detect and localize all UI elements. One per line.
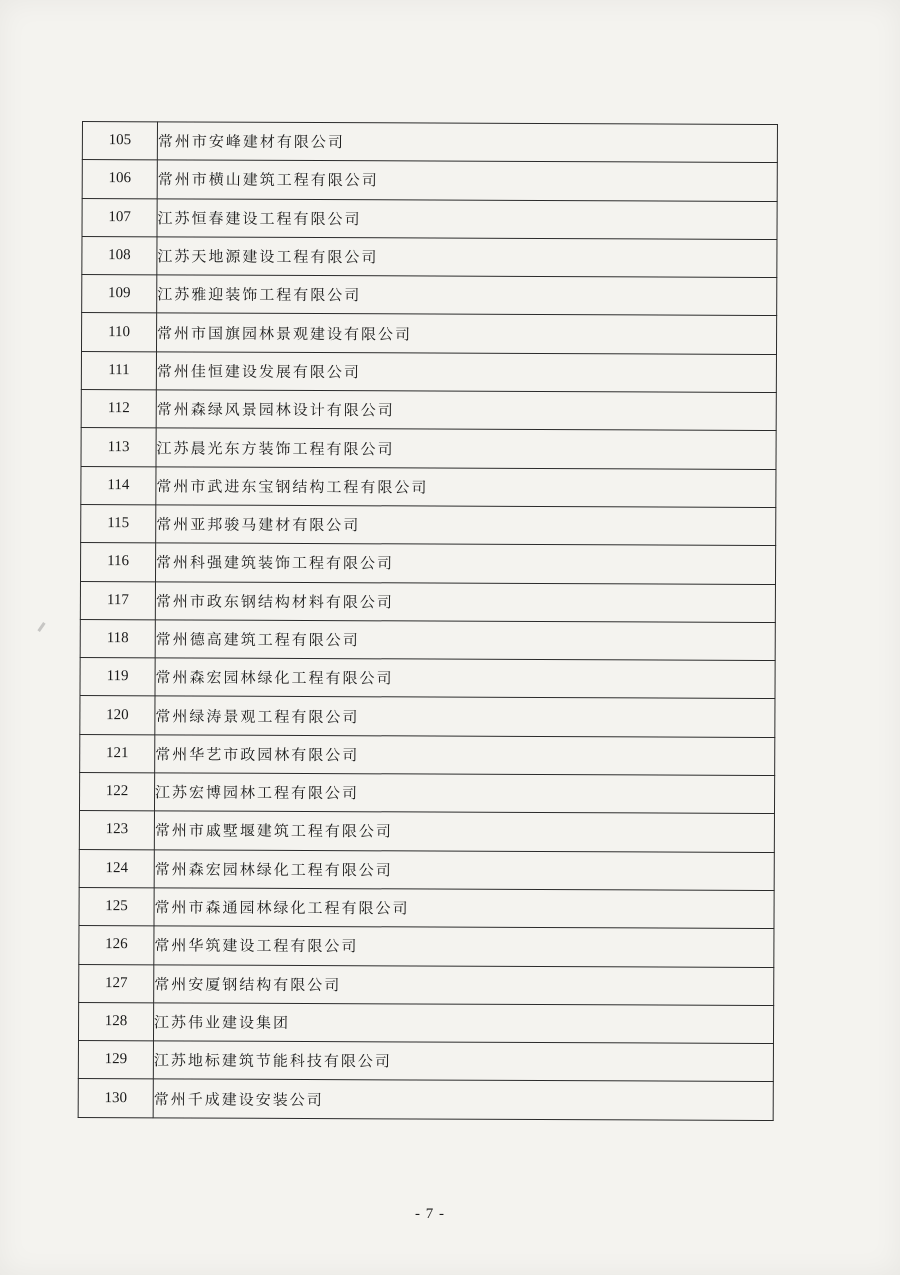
company-name: 常州亚邦骏马建材有限公司: [156, 505, 776, 546]
row-number: 110: [81, 313, 156, 352]
row-number: 126: [79, 926, 154, 965]
company-name: 常州华筑建设工程有限公司: [154, 926, 774, 967]
table-row: [80, 734, 775, 775]
row-number: 118: [80, 619, 155, 658]
table-row: [78, 1041, 773, 1082]
table-body: [78, 122, 777, 1121]
company-name: 常州千成建设安装公司: [153, 1079, 773, 1120]
table-row: [82, 275, 777, 316]
row-number: 116: [80, 543, 155, 582]
table-row: [78, 1079, 773, 1120]
row-number: 109: [82, 275, 157, 314]
table-row: [80, 581, 775, 622]
table-row: [78, 1002, 773, 1043]
row-number: 115: [81, 504, 156, 543]
company-name: 常州森宏园林绿化工程有限公司: [155, 658, 775, 699]
table-row: [81, 351, 776, 392]
company-name: 常州安厦钢结构有限公司: [154, 964, 774, 1005]
company-list-table: [78, 121, 778, 1121]
row-number: 114: [81, 466, 156, 505]
company-name: 常州市国旗园林景观建设有限公司: [156, 313, 776, 354]
table-row: [81, 428, 776, 469]
row-number: 127: [79, 964, 154, 1003]
table-row: [81, 466, 776, 507]
table-row: [79, 773, 774, 814]
row-number: 106: [82, 160, 157, 199]
company-name: 江苏天地源建设工程有限公司: [157, 237, 777, 278]
row-number: 124: [79, 849, 154, 888]
table-row: [82, 236, 777, 277]
company-name: 江苏宏博园林工程有限公司: [154, 773, 774, 814]
table-row: [81, 313, 776, 354]
row-number: 123: [79, 811, 154, 850]
table-row: [82, 198, 777, 239]
company-name: 江苏恒春建设工程有限公司: [157, 198, 777, 239]
company-name: 江苏伟业建设集团: [153, 1003, 773, 1044]
row-number: 119: [80, 658, 155, 697]
row-number: 117: [80, 581, 155, 620]
table-row: [80, 543, 775, 584]
table-row: [79, 964, 774, 1005]
company-name: 常州市政东钢结构材料有限公司: [155, 581, 775, 622]
company-name: 常州森绿风景园林设计有限公司: [156, 390, 776, 431]
table-row: [81, 390, 776, 431]
row-number: 120: [80, 696, 155, 735]
company-name: 常州绿涛景观工程有限公司: [155, 696, 775, 737]
scan-mark: [37, 622, 45, 632]
table-row: [82, 160, 777, 201]
row-number: 128: [78, 1002, 153, 1041]
company-name: 常州市横山建筑工程有限公司: [157, 160, 777, 201]
company-name: 常州市戚墅堰建筑工程有限公司: [154, 811, 774, 852]
row-number: 129: [78, 1041, 153, 1080]
company-name: 江苏雅迎装饰工程有限公司: [157, 275, 777, 316]
table-row: [79, 849, 774, 890]
table-row: [81, 504, 776, 545]
company-name: 常州森宏园林绿化工程有限公司: [154, 849, 774, 890]
table-row: [79, 887, 774, 928]
table-row: [79, 926, 774, 967]
page-number: - 7 -: [415, 1206, 445, 1222]
company-name: 常州市武进东宝钢结构工程有限公司: [156, 466, 776, 507]
row-number: 113: [81, 428, 156, 467]
company-name: 常州市森通园林绿化工程有限公司: [154, 888, 774, 929]
row-number: 112: [81, 390, 156, 429]
row-number: 122: [79, 773, 154, 812]
table-row: [82, 122, 777, 163]
row-number: 107: [82, 198, 157, 237]
row-number: 121: [80, 734, 155, 773]
company-name: 江苏晨光东方装饰工程有限公司: [156, 428, 776, 469]
row-number: 108: [82, 236, 157, 275]
company-name: 常州佳恒建设发展有限公司: [156, 352, 776, 393]
table-row: [80, 696, 775, 737]
row-number: 125: [79, 887, 154, 926]
company-name: 江苏地标建筑节能科技有限公司: [153, 1041, 773, 1082]
table-row: [80, 619, 775, 660]
row-number: 130: [78, 1079, 153, 1118]
company-name: 常州华艺市政园林有限公司: [155, 735, 775, 776]
row-number: 105: [82, 122, 157, 161]
company-name: 常州科强建筑装饰工程有限公司: [155, 543, 775, 584]
table-row: [80, 658, 775, 699]
table-row: [79, 811, 774, 852]
company-name: 常州市安峰建材有限公司: [157, 122, 777, 163]
row-number: 111: [81, 351, 156, 390]
company-name: 常州德高建筑工程有限公司: [155, 620, 775, 661]
